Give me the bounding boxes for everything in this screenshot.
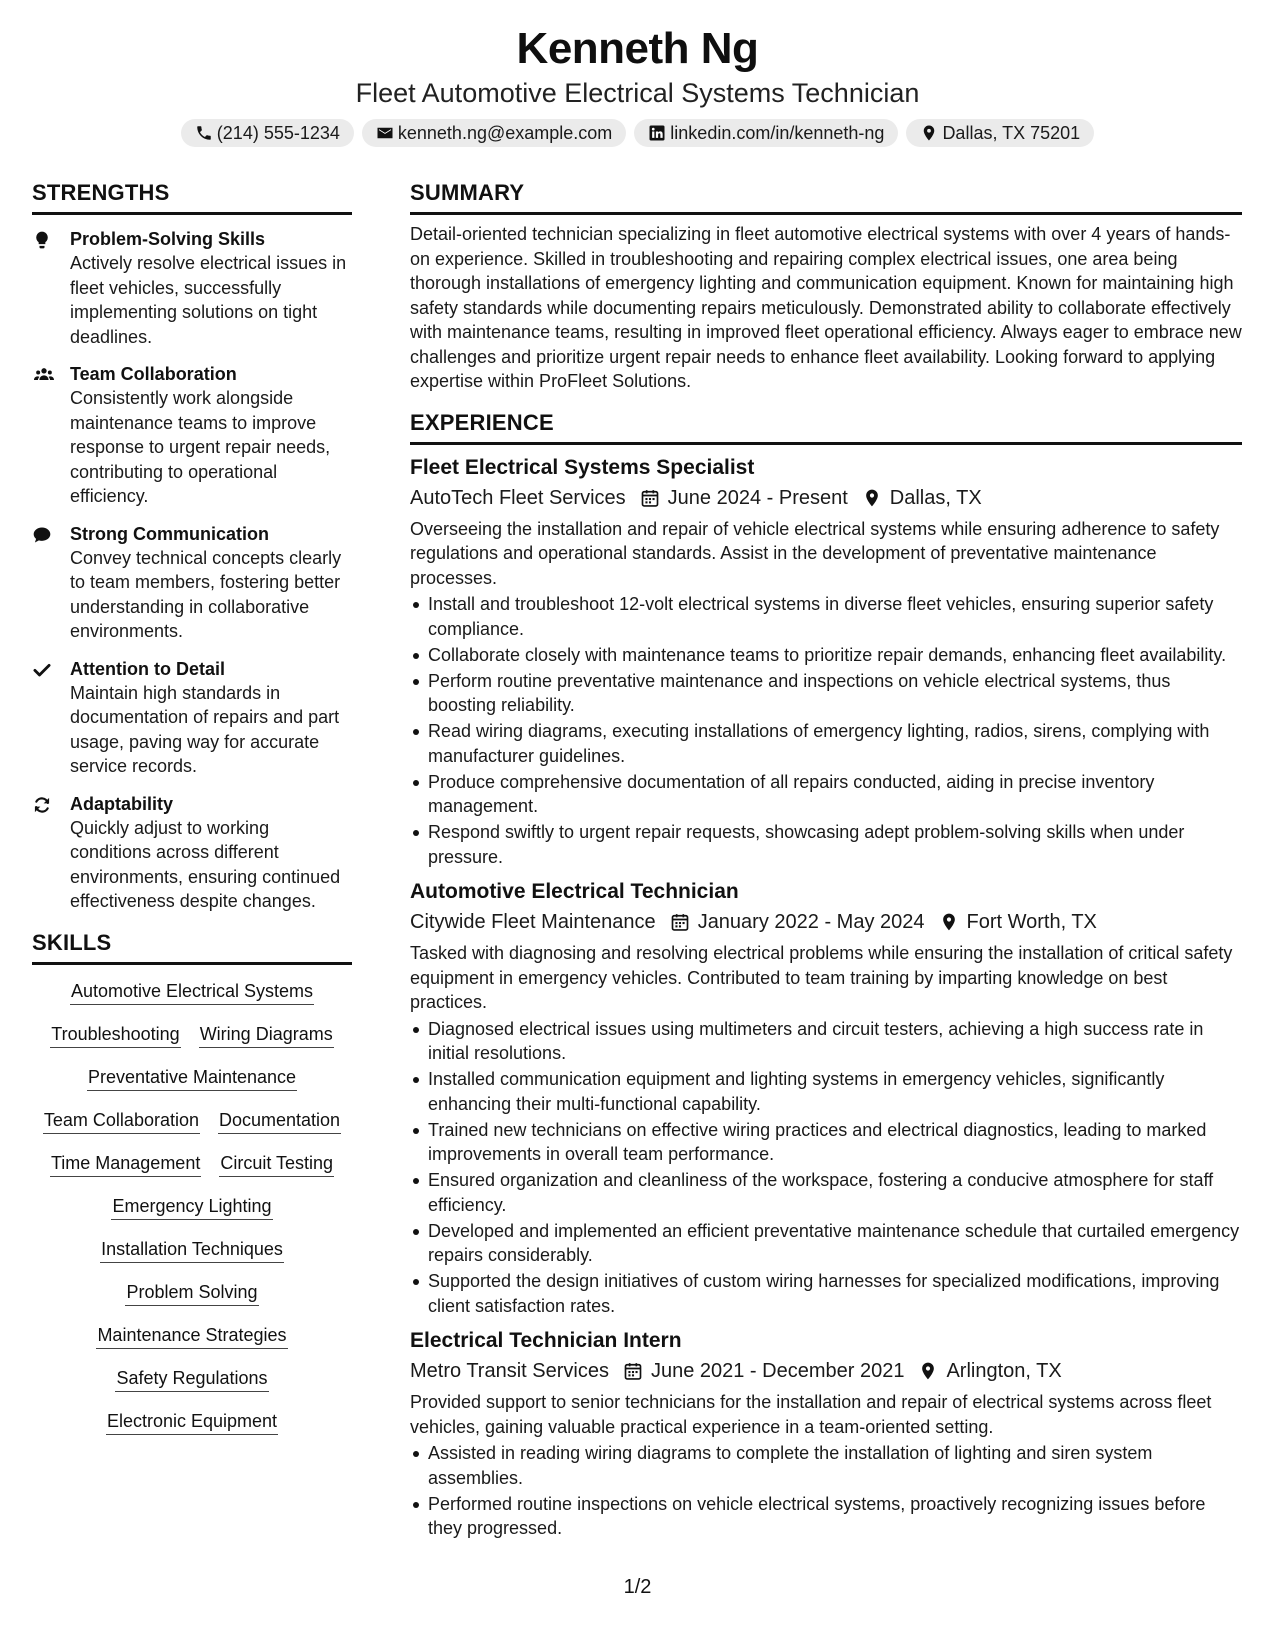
job-entry <box>410 877 1242 1318</box>
job-bullets <box>410 1017 1242 1319</box>
job-meta <box>410 907 1242 937</box>
skill-tag: Electronic Equipment <box>106 1409 278 1435</box>
linkedin-text: linkedin.com/in/kenneth-ng <box>670 122 885 143</box>
contact-linkedin[interactable] <box>634 119 898 147</box>
bullet-item: Trained new technicians on effective wiring practices and electrical diagnostics, leading to marked improvements in overall team performance. <box>410 1118 1242 1167</box>
map-pin-icon <box>939 912 959 932</box>
bullet-item: Ensured organization and cleanliness of the workspace, fostering a conducive atmosphere for staff efficiency. <box>410 1168 1242 1217</box>
job-bullets <box>410 592 1242 869</box>
bullet-item: Install and troubleshoot 12-volt electrical systems in diverse fleet vehicles, ensuring superior safety compliance. <box>410 592 1242 641</box>
users-icon <box>32 365 56 385</box>
skill-tag: Automotive Electrical Systems <box>70 979 314 1005</box>
summary-text: Detail-oriented technician specializing in fleet automotive electrical systems with over 4 years of hands-on experience. Skilled in troubleshooting and repairing complex electrical issues, one area being thorough installations of emergency lighting and communication equipment. Known for maintaining high safety standards while documenting repairs meticulously. Demonstrated ability to collaborate effectively with maintenance teams, resulting in improved fleet operational efficiency. Always eager to embrace new challenges and prioritize urgent repair needs to enhance fleet availability. Looking forward to applying expertise within ProFleet Solutions. <box>410 224 1242 391</box>
job-entry <box>410 453 1242 870</box>
left-column <box>32 178 352 1435</box>
resume-header <box>0 22 1275 147</box>
map-pin-icon <box>862 488 882 508</box>
strength-item <box>32 792 352 914</box>
checkmark-icon <box>32 660 52 680</box>
calendar-icon <box>640 488 660 508</box>
strength-description: Convey technical concepts clearly to team members, fostering better understanding in collaborative environments. <box>70 547 342 641</box>
job-title: Fleet Electrical Systems Specialist <box>410 455 755 479</box>
skill-tag: Problem Solving <box>125 1280 258 1306</box>
job-dates: January 2022 - May 2024 <box>697 911 925 933</box>
job-bullets <box>410 1441 1242 1541</box>
job-entry <box>410 1326 1242 1541</box>
skill-tag: Team Collaboration <box>43 1108 200 1134</box>
skill-tag: Documentation <box>218 1108 341 1134</box>
job-location: Fort Worth, TX <box>966 911 1097 933</box>
experience-heading: EXPERIENCE <box>410 408 1242 445</box>
bullet-item: Supported the design initiatives of custom wiring harnesses for specialized modifications, improving client satisfaction rates. <box>410 1269 1242 1318</box>
candidate-name: Kenneth Ng <box>516 24 759 73</box>
strength-title: Adaptability <box>70 793 174 814</box>
calendar-icon <box>623 1361 643 1381</box>
job-meta <box>410 1356 1242 1386</box>
strength-item <box>32 522 352 644</box>
job-title: Automotive Electrical Technician <box>410 880 739 903</box>
experience-section <box>410 408 1242 1541</box>
lightbulb-icon <box>32 230 52 250</box>
refresh-icon <box>32 795 52 815</box>
contact-phone[interactable] <box>181 119 354 147</box>
job-description: Provided support to senior technicians for the installation and repair of electrical systems across fleet vehicles, gaining valuable practical experience in a team-oriented setting. <box>410 1392 1212 1437</box>
bullet-item: Perform routine preventative maintenance and inspections on vehicle electrical systems, thus boosting reliability. <box>410 669 1242 718</box>
right-column <box>410 178 1242 1542</box>
strength-item <box>32 227 352 349</box>
contact-location <box>906 119 1094 147</box>
skill-tag: Time Management <box>50 1151 201 1177</box>
strength-title: Team Collaboration <box>70 364 237 384</box>
contact-bar <box>0 119 1275 147</box>
skills-heading: SKILLS <box>32 928 352 965</box>
candidate-title: Fleet Automotive Electrical Systems Technician <box>355 78 920 108</box>
job-description: Tasked with diagnosing and resolving electrical problems while ensuring the installation of critical safety equipment in emergency vehicles. Contributed to team training by imparting knowledge on best practices. <box>410 943 1233 1012</box>
email-text: kenneth.ng@example.com <box>397 122 613 143</box>
job-dates: June 2024 - Present <box>667 486 848 509</box>
page-number: 1/2 <box>623 1576 652 1598</box>
skill-tag: Troubleshooting <box>50 1022 180 1048</box>
skill-tag: Installation Techniques <box>100 1237 284 1263</box>
bullet-item: Collaborate closely with maintenance teams to prioritize repair demands, enhancing fleet availability. <box>410 643 1242 668</box>
speech-bubble-icon <box>32 525 52 545</box>
linkedin-icon <box>648 124 666 142</box>
strength-item <box>32 362 352 509</box>
strength-item <box>32 657 352 779</box>
bullet-item: Assisted in reading wiring diagrams to complete the installation of lighting and siren system assemblies. <box>410 1441 1242 1490</box>
bullet-item: Read wiring diagrams, executing installations of emergency lighting, radios, sirens, complying with manufacturer guidelines. <box>410 719 1242 768</box>
strengths-heading: STRENGTHS <box>32 178 352 215</box>
bullet-item: Performed routine inspections on vehicle electrical systems, proactively recognizing issues before they progressed. <box>410 1492 1242 1541</box>
skill-tag: Emergency Lighting <box>111 1194 272 1220</box>
job-dates: June 2021 - December 2021 <box>650 1360 905 1382</box>
job-company: AutoTech Fleet Services <box>410 486 626 509</box>
strengths-list <box>32 227 352 914</box>
strength-description: Maintain high standards in documentation of repairs and part usage, paving way for accurate service records. <box>70 682 340 776</box>
contact-email[interactable] <box>362 119 626 147</box>
phone-text: (214) 555-1234 <box>216 122 340 143</box>
map-pin-icon <box>918 1361 938 1381</box>
skill-tag: Circuit Testing <box>219 1151 334 1177</box>
strength-description: Consistently work alongside maintenance teams to improve response to urgent repair needs, contributing to operational efficiency. <box>70 388 331 506</box>
skill-tag: Wiring Diagrams <box>199 1022 334 1048</box>
skill-tag: Maintenance Strategies <box>96 1323 287 1349</box>
skill-tag: Safety Regulations <box>115 1366 268 1392</box>
bullet-item: Respond swiftly to urgent repair requests, showcasing adept problem-solving skills when under pressure. <box>410 820 1242 869</box>
strength-description: Actively resolve electrical issues in fleet vehicles, successfully implementing solutions on tight deadlines. <box>70 253 347 347</box>
bullet-item: Installed communication equipment and lighting systems in emergency vehicles, significantly enhancing their multi-functional capability. <box>410 1067 1242 1116</box>
strength-title: Strong Communication <box>70 523 269 544</box>
job-description: Overseeing the installation and repair of vehicle electrical systems while ensuring adherence to safety regulations and operational standards. Assist in the development of preventative maintenance processes. <box>410 518 1220 588</box>
job-location: Dallas, TX <box>889 486 982 509</box>
envelope-icon <box>376 124 394 142</box>
job-location: Arlington, TX <box>946 1360 1062 1382</box>
skills-section <box>32 928 352 1435</box>
bullet-item: Diagnosed electrical issues using multimeters and circuit testers, achieving a high success rate in initial resolutions. <box>410 1017 1242 1066</box>
phone-icon <box>195 124 213 142</box>
skill-tag: Preventative Maintenance <box>87 1065 297 1091</box>
job-title: Electrical Technician Intern <box>410 1329 682 1352</box>
strength-title: Problem-Solving Skills <box>70 229 266 249</box>
map-pin-icon <box>920 124 938 142</box>
job-company: Citywide Fleet Maintenance <box>410 911 656 933</box>
job-company: Metro Transit Services <box>410 1360 609 1382</box>
strength-description: Quickly adjust to working conditions across different environments, ensuring continued effectiveness despite changes. <box>70 817 341 911</box>
bullet-item: Produce comprehensive documentation of all repairs conducted, aiding in precise inventory management. <box>410 770 1242 819</box>
location-text: Dallas, TX 75201 <box>942 122 1081 143</box>
calendar-icon <box>670 912 690 932</box>
summary-heading: SUMMARY <box>410 178 1242 215</box>
bullet-item: Developed and implemented an efficient preventative maintenance schedule that curtailed emergency repairs considerably. <box>410 1219 1242 1268</box>
strength-title: Attention to Detail <box>70 658 225 679</box>
skills-list <box>32 979 352 1435</box>
job-meta <box>410 483 1242 513</box>
